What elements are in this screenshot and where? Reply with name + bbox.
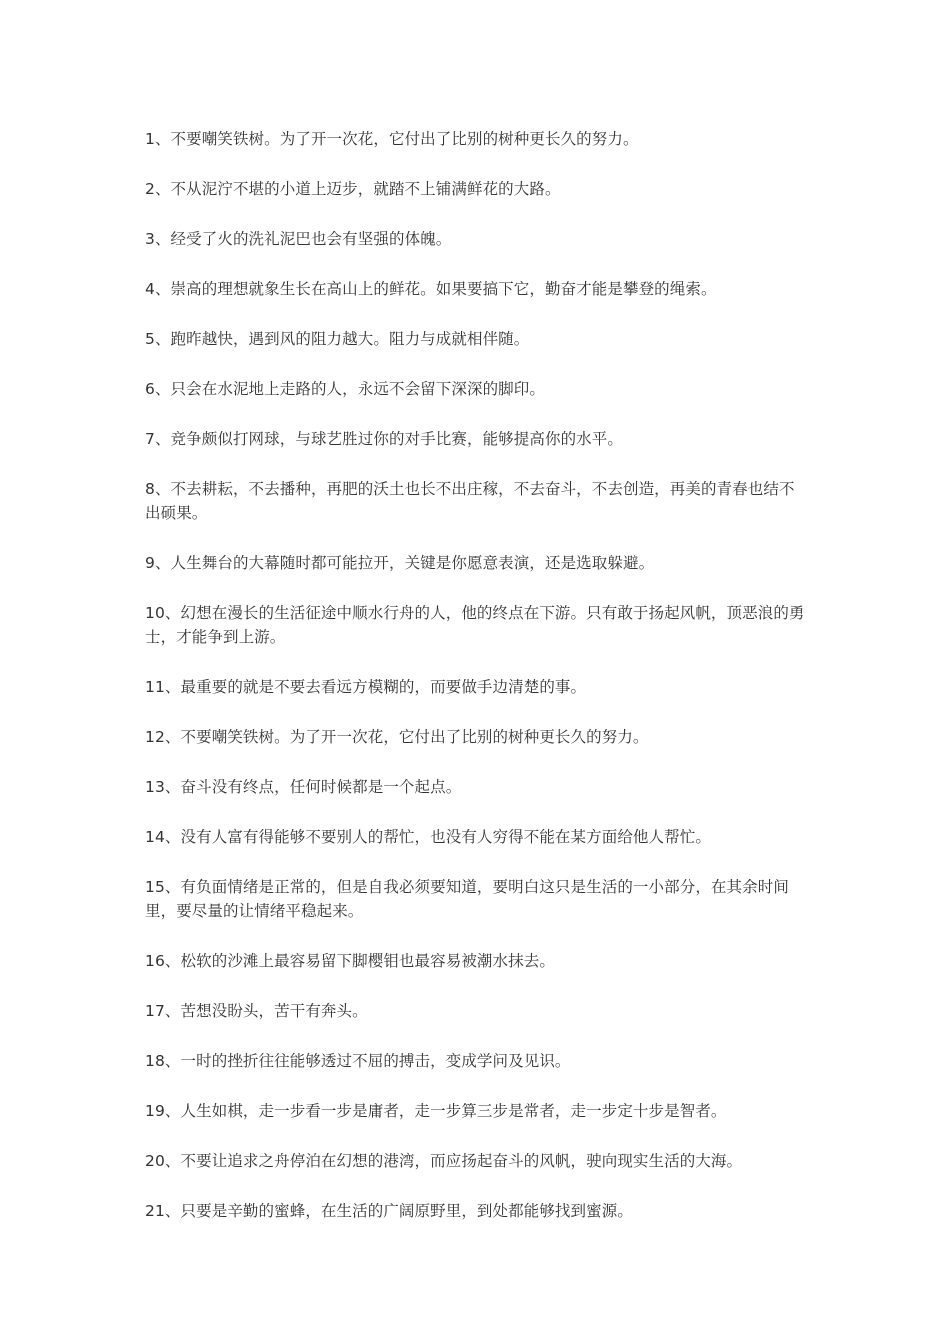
quote-item-4: 4、崇高的理想就象生长在高山上的鲜花。如果要搞下它，勤奋才能是攀登的绳索。 <box>145 280 717 298</box>
quote-item-6: 6、只会在水泥地上走路的人，永远不会留下深深的脚印。 <box>145 380 545 398</box>
quote-item-5: 5、跑昨越快，遇到风的阻力越大。阻力与成就相伴随。 <box>145 330 530 348</box>
quote-item-21: 21、只要是辛勤的蜜蜂，在生活的广阔原野里，到处都能够找到蜜源。 <box>145 1202 633 1220</box>
quote-item-2: 2、不从泥泞不堪的小道上迈步，就踏不上铺满鲜花的大路。 <box>145 180 561 198</box>
quote-item-18: 18、一时的挫折往往能够透过不屈的搏击，变成学问及见识。 <box>145 1052 571 1070</box>
quote-item-16: 16、松软的沙滩上最容易留下脚樱钼也最容易被潮水抹去。 <box>145 952 555 970</box>
quote-item-14: 14、没有人富有得能够不要别人的帮忙，也没有人穷得不能在某方面给他人帮忙。 <box>145 828 711 846</box>
quote-item-15: 15、有负面情绪是正常的，但是自我必须要知道，要明白这只是生活的一小部分，在其余时间里，要尽量的让情绪平稳起来。 <box>145 878 789 920</box>
quote-item-9: 9、人生舞台的大幕随时都可能拉开，关键是你愿意表演，还是选取躲避。 <box>145 554 655 572</box>
quote-item-10: 10、幻想在漫长的生活征途中顺水行舟的人，他的终点在下游。只有敢于扬起风帆，顶恶浪的勇士，才能争到上游。 <box>145 604 805 646</box>
quote-item-3: 3、经受了火的洗礼泥巴也会有坚强的体魄。 <box>145 230 452 248</box>
quote-item-20: 20、不要让追求之舟停泊在幻想的港湾，而应扬起奋斗的风帆，驶向现实生活的大海。 <box>145 1152 743 1170</box>
quote-item-7: 7、竞争颇似打网球，与球艺胜过你的对手比赛，能够提高你的水平。 <box>145 430 623 448</box>
quote-item-1: 1、不要嘲笑铁树。为了开一次花，它付出了比别的树种更长久的努力。 <box>145 130 639 148</box>
document-body <box>145 127 807 1249</box>
quote-item-17: 17、苦想没盼头，苦干有奔头。 <box>145 1002 368 1020</box>
quote-item-12: 12、不要嘲笑铁树。为了开一次花，它付出了比别的树种更长久的努力。 <box>145 728 649 746</box>
quote-item-8: 8、不去耕耘，不去播种，再肥的沃土也长不出庄稼，不去奋斗，不去创造，再美的青春也结不出硕果。 <box>145 480 795 522</box>
quote-item-13: 13、奋斗没有终点，任何时候都是一个起点。 <box>145 778 462 796</box>
quote-item-19: 19、人生如棋，走一步看一步是庸者，走一步算三步是常者，走一步定十步是智者。 <box>145 1102 727 1120</box>
quote-item-11: 11、最重要的就是不要去看远方模糊的，而要做手边清楚的事。 <box>145 678 587 696</box>
